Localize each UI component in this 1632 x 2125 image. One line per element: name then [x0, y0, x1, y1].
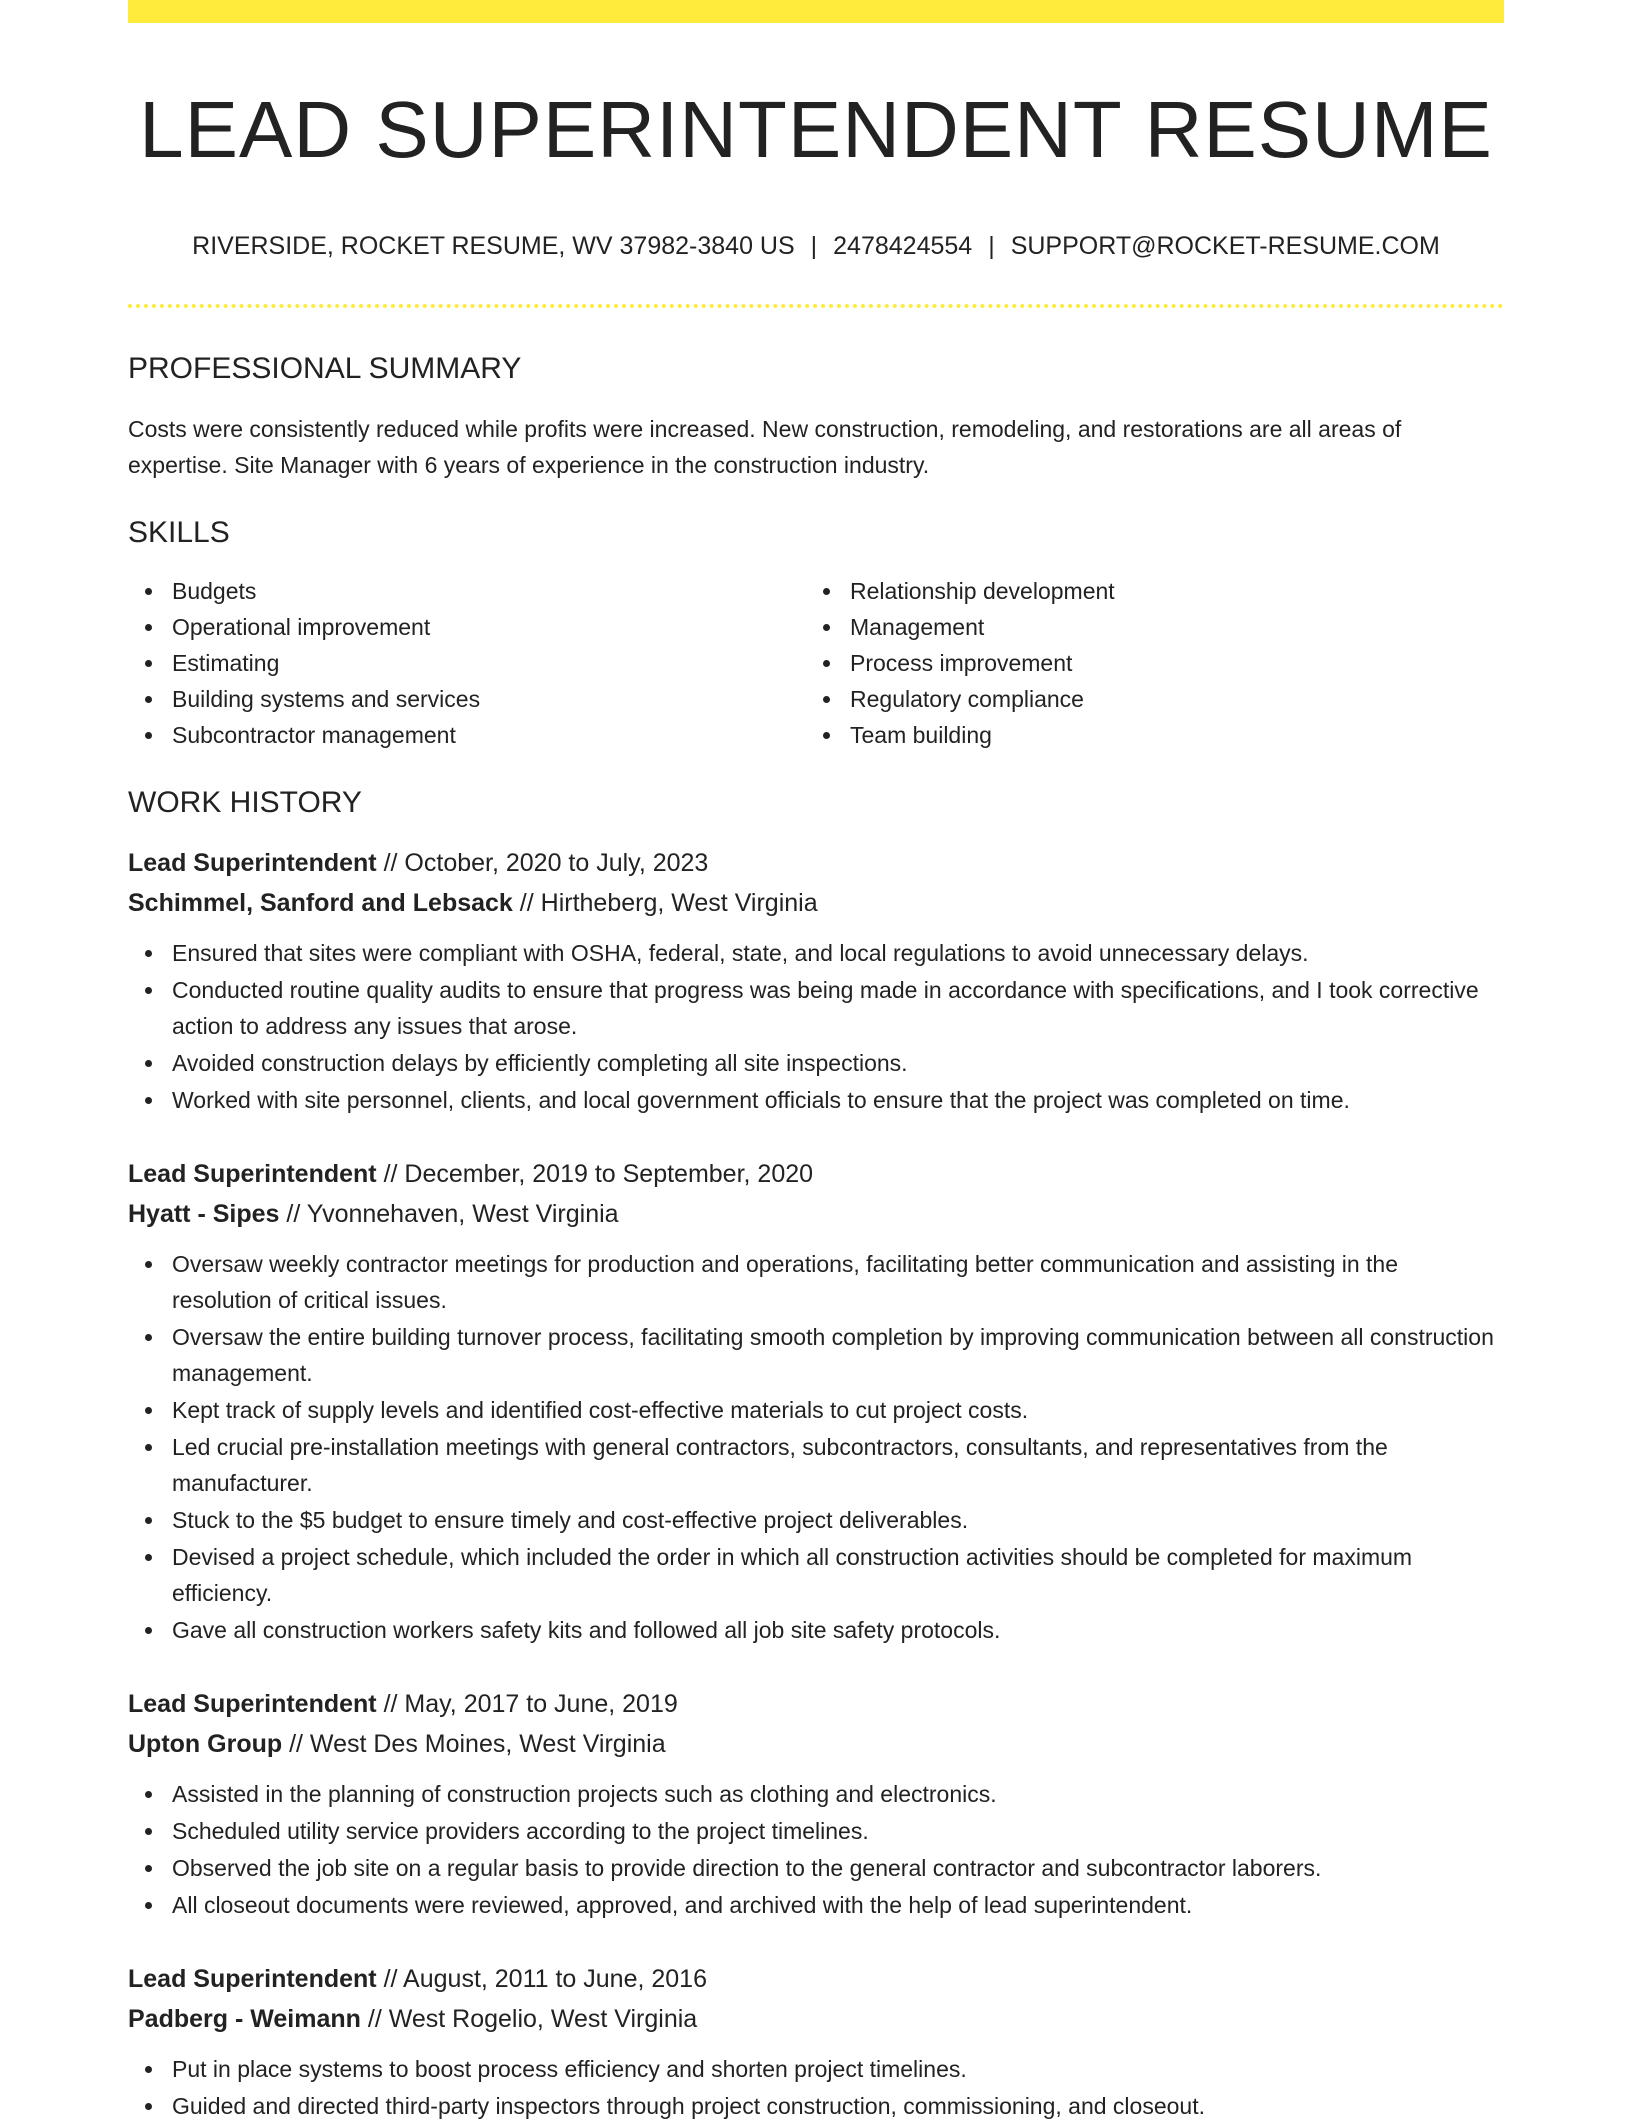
top-accent-bar	[128, 0, 1504, 23]
job-title: Lead Superintendent	[128, 849, 377, 877]
job-location: // Hirtheberg, West Virginia	[519, 889, 818, 917]
job-title: Lead Superintendent	[128, 1690, 377, 1718]
skill-item: Process improvement	[806, 645, 1484, 681]
job-bullet: Avoided construction delays by efficiently completing all site inspections.	[128, 1045, 1504, 1081]
contact-email: SUPPORT@ROCKET-RESUME.COM	[1010, 232, 1440, 260]
skill-item: Management	[806, 609, 1484, 645]
resume-page	[128, 0, 1504, 2125]
job-bullet: Devised a project schedule, which included the order in which all construction activities should be completed for maximum efficiency.	[128, 1539, 1504, 1611]
page-title: LEAD SUPERINTENDENT RESUME	[139, 85, 1493, 174]
job-bullet: Conducted routine quality audits to ensure that progress was being made in accordance with specifications, and I took corrective action to address any issues that arose.	[128, 972, 1504, 1044]
skill-item: Estimating	[128, 645, 806, 681]
summary-heading: PROFESSIONAL SUMMARY	[128, 352, 522, 385]
job-bullets	[128, 935, 1504, 1118]
job-company-line	[128, 1999, 1504, 2039]
job-dates: // August, 2011 to June, 2016	[383, 1965, 707, 1993]
job-entry	[128, 843, 1504, 1118]
contact-address: RIVERSIDE, ROCKET RESUME, WV 37982-3840 US	[192, 232, 795, 260]
job-bullet: All closeout documents were reviewed, approved, and archived with the help of lead superintendent.	[128, 1887, 1504, 1923]
job-bullet: Ensured that sites were compliant with OSHA, federal, state, and local regulations to avoid unnecessary delays.	[128, 935, 1504, 971]
job-company-line	[128, 1194, 1504, 1234]
work-history-heading: WORK HISTORY	[128, 786, 362, 819]
skills-column-right	[806, 573, 1484, 753]
skill-item: Regulatory compliance	[806, 681, 1484, 717]
job-company: Schimmel, Sanford and Lebsack	[128, 889, 513, 917]
job-title-line	[128, 1959, 1504, 1999]
job-bullets	[128, 1776, 1504, 1923]
contact-separator: |	[810, 232, 818, 260]
skill-item: Building systems and services	[128, 681, 806, 717]
skill-item: Relationship development	[806, 573, 1484, 609]
job-company: Padberg - Weimann	[128, 2005, 361, 2033]
job-bullet: Guided and directed third-party inspectors through project construction, commissioning, and closeout.	[128, 2088, 1504, 2124]
skill-item: Subcontractor management	[128, 717, 806, 753]
job-bullet: Gave all construction workers safety kits and followed all job site safety protocols.	[128, 1612, 1504, 1648]
contact-separator: |	[988, 232, 995, 260]
summary-text: Costs were consistently reduced while profits were increased. New construction, remodeling, and restorations are all areas of expertise. Site Manager with 6 years of experience in the construction industry.	[128, 416, 1402, 478]
job-location: // West Des Moines, West Virginia	[289, 1730, 666, 1758]
skills-column-left	[128, 573, 806, 753]
job-company-line	[128, 1724, 1504, 1764]
skill-item: Operational improvement	[128, 609, 806, 645]
job-bullet: Observed the job site on a regular basis to provide direction to the general contractor and subcontractor laborers.	[128, 1850, 1504, 1886]
skills-list	[128, 573, 1504, 753]
job-title: Lead Superintendent	[128, 1160, 377, 1188]
job-title-line	[128, 1684, 1504, 1724]
dotted-divider	[128, 304, 1504, 308]
job-bullet: Led crucial pre-installation meetings with general contractors, subcontractors, consultants, and representatives from the manufacturer.	[128, 1429, 1504, 1501]
contact-phone: 2478424554	[833, 232, 973, 260]
job-bullets	[128, 2051, 1504, 2124]
job-bullet: Worked with site personnel, clients, and local government officials to ensure that the project was completed on time.	[128, 1082, 1504, 1118]
job-dates: // December, 2019 to September, 2020	[383, 1160, 814, 1188]
job-entry	[128, 1154, 1504, 1648]
job-location: // West Rogelio, West Virginia	[367, 2005, 698, 2033]
job-bullet: Kept track of supply levels and identified cost-effective materials to cut project costs.	[128, 1392, 1504, 1428]
job-dates: // May, 2017 to June, 2019	[383, 1690, 678, 1718]
job-company: Hyatt - Sipes	[128, 1200, 280, 1228]
job-bullet: Stuck to the $5 budget to ensure timely and cost-effective project deliverables.	[128, 1502, 1504, 1538]
job-entry	[128, 1684, 1504, 1923]
job-title-line	[128, 843, 1504, 883]
job-title-line	[128, 1154, 1504, 1194]
job-entry	[128, 1959, 1504, 2124]
job-title: Lead Superintendent	[128, 1965, 377, 1993]
skill-item: Team building	[806, 717, 1484, 753]
skill-item: Budgets	[128, 573, 806, 609]
job-company-line	[128, 883, 1504, 923]
job-bullet: Assisted in the planning of construction projects such as clothing and electronics.	[128, 1776, 1504, 1812]
job-bullet: Put in place systems to boost process efficiency and shorten project timelines.	[128, 2051, 1504, 2087]
contact-line	[128, 230, 1504, 262]
job-bullets	[128, 1246, 1504, 1648]
job-bullet: Oversaw weekly contractor meetings for production and operations, facilitating better communication and assisting in the resolution of critical issues.	[128, 1246, 1504, 1318]
job-bullet: Oversaw the entire building turnover process, facilitating smooth completion by improving communication between all construction management.	[128, 1319, 1504, 1391]
job-bullet: Scheduled utility service providers according to the project timelines.	[128, 1813, 1504, 1849]
skills-heading: SKILLS	[128, 516, 230, 549]
job-company: Upton Group	[128, 1730, 283, 1758]
job-dates: // October, 2020 to July, 2023	[383, 849, 709, 877]
job-location: // Yvonnehaven, West Virginia	[286, 1200, 619, 1228]
